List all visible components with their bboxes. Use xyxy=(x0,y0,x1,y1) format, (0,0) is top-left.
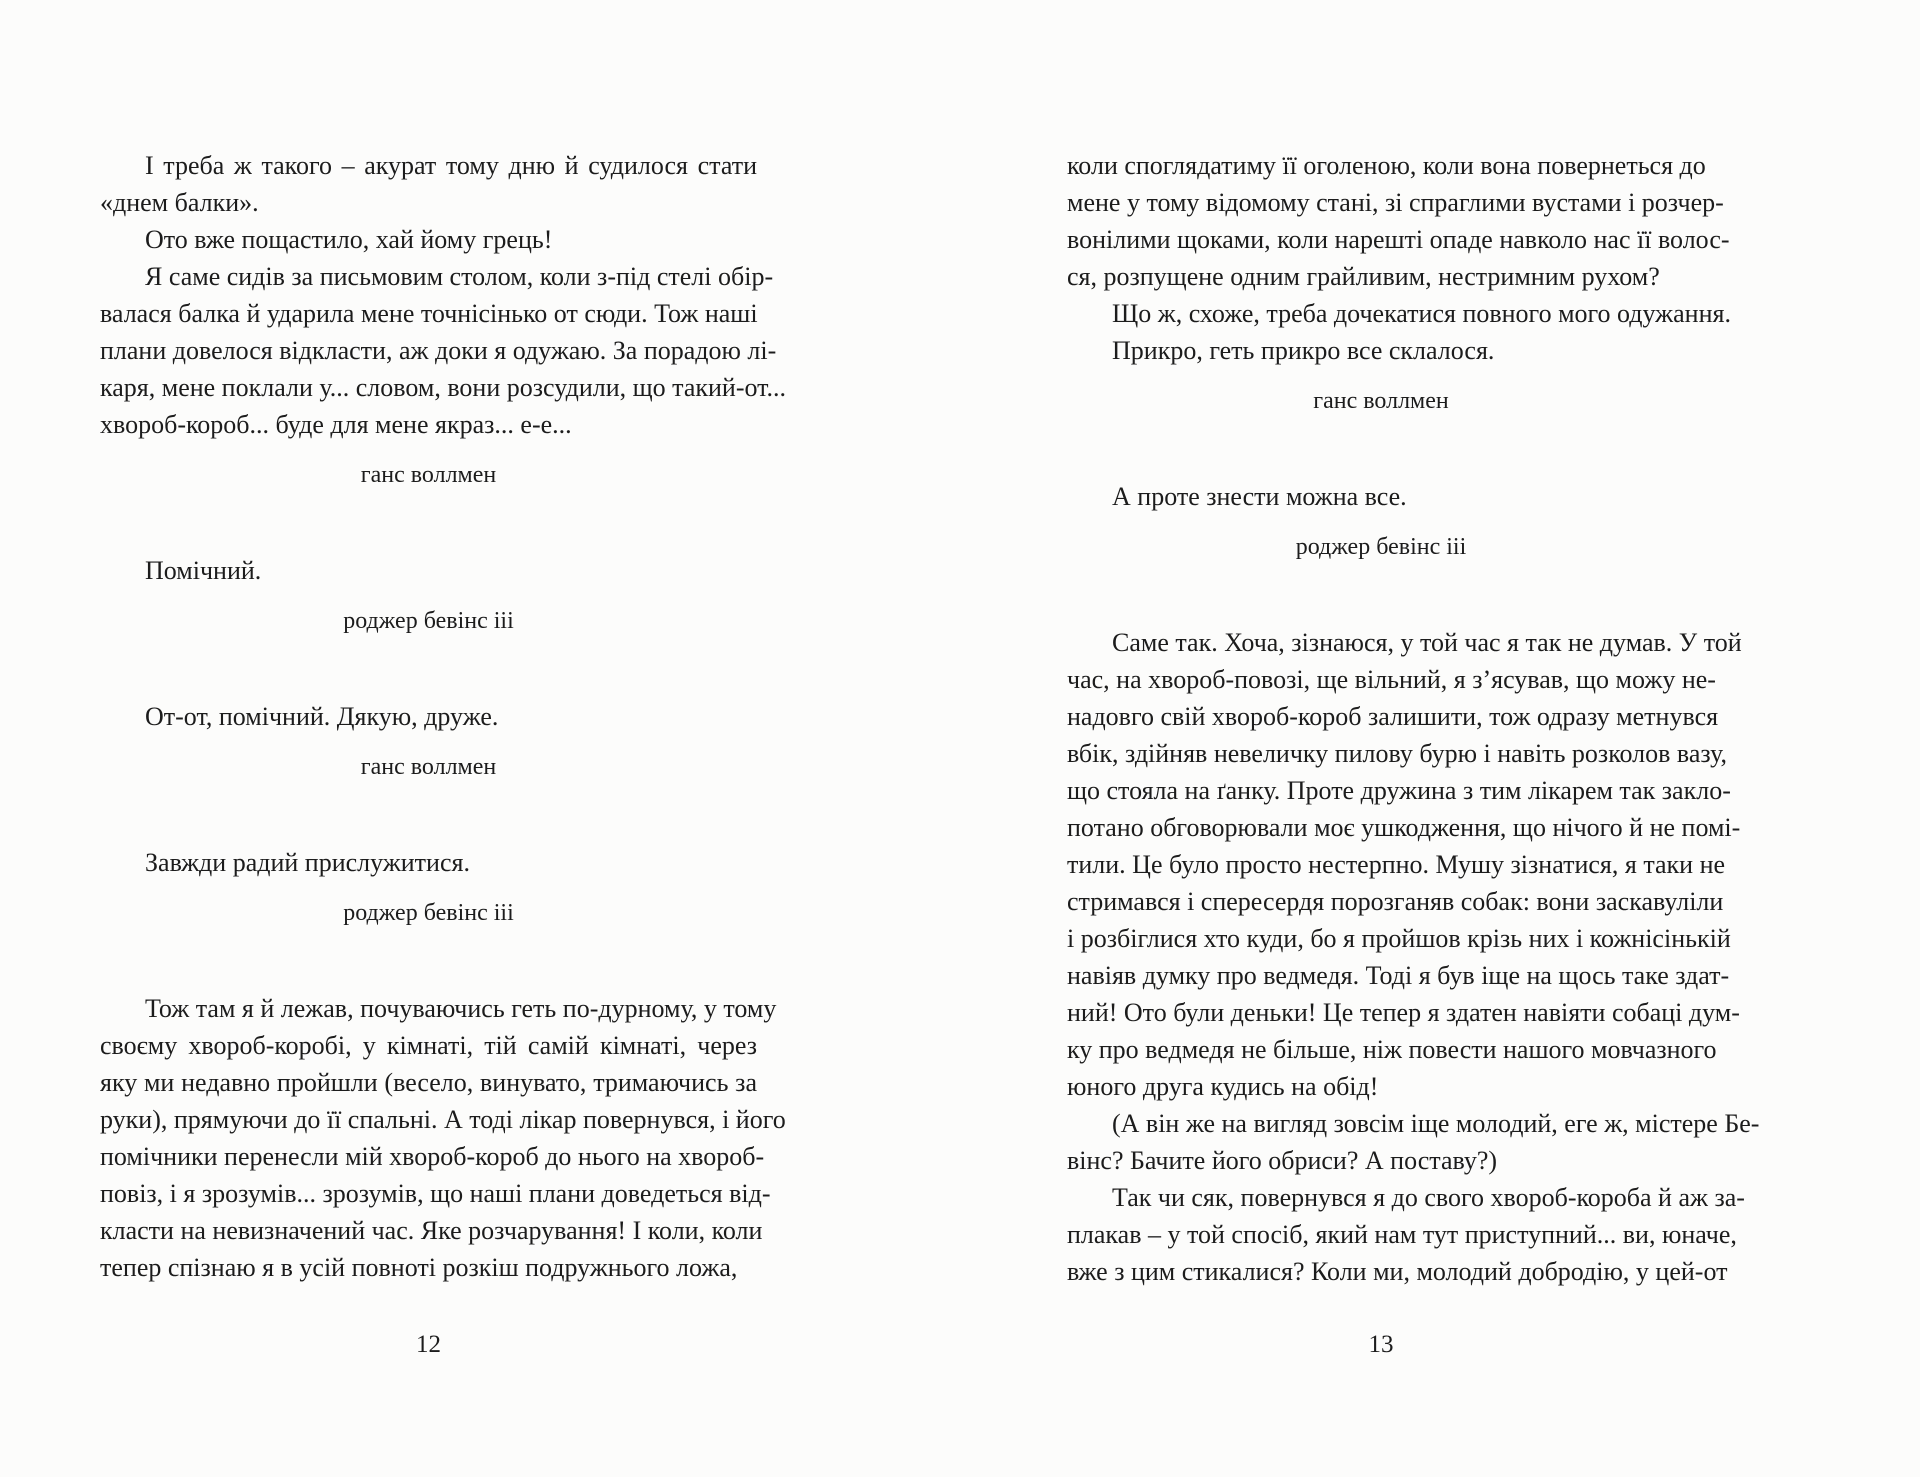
text-line: вонілими щоками, коли нарешті опаде навколо нас її волос- xyxy=(1067,225,1730,254)
paragraph xyxy=(1067,624,1742,1105)
text-line: час, на хвороб-повозі, ще вільний, я з’ясував, що можу не- xyxy=(1067,665,1716,694)
text-line: хвороб-короб... буде для мене якраз... е-е... xyxy=(100,410,572,439)
text-line: Я саме сидів за письмовим столом, коли з-під стелі обір- xyxy=(145,262,774,291)
text-line: плани довелося відкласти, аж доки я одужаю. За порадою лі- xyxy=(100,336,777,365)
left-page xyxy=(100,0,787,1477)
paragraph xyxy=(100,990,786,1286)
text-line: плакав – у той спосіб, який нам тут приступний... ви, юначе, xyxy=(1067,1220,1737,1249)
text-line: коли споглядатиму її оголеною, коли вона повернеться до xyxy=(1067,151,1706,180)
text-line: яку ми недавно пройшли (весело, винувато, тримаючись за xyxy=(100,1068,757,1097)
text-line: Помічний. xyxy=(145,556,262,585)
text-line: класти на невизначений час. Яке розчарування! І коли, коли xyxy=(100,1216,763,1245)
text-line: мене у тому відомому стані, зі спраглими вустами і розчер- xyxy=(1067,188,1724,217)
text-line: стримався і спересердя порозганяв собак: вони заскавуліли xyxy=(1067,887,1724,916)
text-line: своєму хвороб-коробі, у кімнаті, тій самій кімнаті, через xyxy=(100,1031,757,1060)
paragraph xyxy=(100,147,757,221)
text-line: тили. Це було просто нестерпно. Мушу зізнатися, я таки не xyxy=(1067,850,1726,879)
paragraph xyxy=(1067,478,1695,515)
text-line: Тож там я й лежав, почуваючись геть по-дурному, у тому xyxy=(145,994,777,1023)
text-line: І треба ж такого – акурат тому дню й судилося стати xyxy=(145,151,757,180)
speaker-attribution: роджер бевінс ііі xyxy=(343,900,514,926)
paragraph xyxy=(100,844,757,881)
text-line: Ото вже пощастило, хай йому грець! xyxy=(145,225,553,254)
paragraph xyxy=(1067,147,1730,295)
speaker-attribution: ганс воллмен xyxy=(360,754,497,780)
paragraph xyxy=(1067,295,1731,332)
text-line: руки), прямуючи до її спальні. А тоді лікар повернувся, і його xyxy=(100,1105,786,1134)
page-number: 13 xyxy=(1368,1331,1394,1358)
text-line: ний! Ото були деньки! Це тепер я здатен навіяти собаці дум- xyxy=(1067,998,1740,1027)
text-line: і розбіглися хто куди, бо я пройшов крізь них і кожнісінькій xyxy=(1067,924,1731,953)
speaker-attribution: ганс воллмен xyxy=(1313,388,1449,414)
text-line: навіяв думку про ведмедя. Тоді я був іще на щось таке здат- xyxy=(1067,961,1730,990)
text-line: каря, мене поклали у... словом, вони розсудили, що такий-от... xyxy=(100,373,787,402)
text-line: От-от, помічний. Дякую, друже. xyxy=(145,702,499,731)
text-line: Так чи сяк, повернувся я до свого хвороб-короба й аж за- xyxy=(1112,1183,1745,1212)
text-line: юного друга кудись на обід! xyxy=(1067,1072,1379,1101)
right-page xyxy=(1067,0,1760,1477)
text-line: ся, розпущене одним грайливим, нестримним рухом? xyxy=(1067,262,1660,291)
paragraph xyxy=(100,552,757,589)
text-line: Саме так. Хоча, зізнаюся, у той час я так не думав. У той xyxy=(1112,628,1742,657)
text-line: А проте знести можна все. xyxy=(1112,482,1407,511)
paragraph xyxy=(100,258,787,443)
text-line: повіз, і я зрозумів... зрозумів, що наші плани доведеться від- xyxy=(100,1179,771,1208)
paragraph xyxy=(1067,332,1695,369)
text-line: вже з цим стикалися? Коли ми, молодий добродію, у цей-от xyxy=(1067,1257,1728,1286)
text-line: потано обговорювали моє ушкодження, що нічого й не помі- xyxy=(1067,813,1741,842)
text-line: тепер спізнаю я в усій повноті розкіш подружнього ложа, xyxy=(100,1253,738,1282)
text-line: (А він же на вигляд зовсім іще молодий, еге ж, містере Бе- xyxy=(1112,1109,1760,1138)
text-line: вінс? Бачите його обриси? А поставу?) xyxy=(1067,1146,1498,1175)
page-number: 12 xyxy=(416,1331,441,1358)
speaker-attribution: роджер бевінс ііі xyxy=(1295,534,1467,560)
text-line: Прикро, геть прикро все склалося. xyxy=(1112,336,1495,365)
text-line: що стояла на ґанку. Проте дружина з тим лікарем так закло- xyxy=(1067,776,1731,805)
text-line: «днем балки». xyxy=(100,188,259,217)
text-line: Завжди радий прислужитися. xyxy=(145,848,470,877)
text-line: ку про ведмедя не більше, ніж повести нашого мовчазного xyxy=(1067,1035,1717,1064)
paragraph xyxy=(1067,1105,1760,1179)
paragraph xyxy=(1067,1179,1745,1290)
paragraph xyxy=(100,698,757,735)
speaker-attribution: роджер бевінс ііі xyxy=(343,608,514,634)
paragraph xyxy=(100,221,757,258)
speaker-attribution: ганс воллмен xyxy=(360,462,497,488)
text-line: вбік, здійняв невеличку пилову бурю і навіть розколов вазу, xyxy=(1067,739,1728,768)
text-line: валася балка й ударила мене точнісінько от сюди. Тож наші xyxy=(100,299,758,328)
text-line: Що ж, схоже, треба дочекатися повного мого одужання. xyxy=(1112,299,1731,328)
text-line: надовго свій хвороб-короб залишити, тож одразу метнувся xyxy=(1067,702,1719,731)
text-line: помічники перенесли мій хвороб-короб до нього на хвороб- xyxy=(100,1142,765,1171)
